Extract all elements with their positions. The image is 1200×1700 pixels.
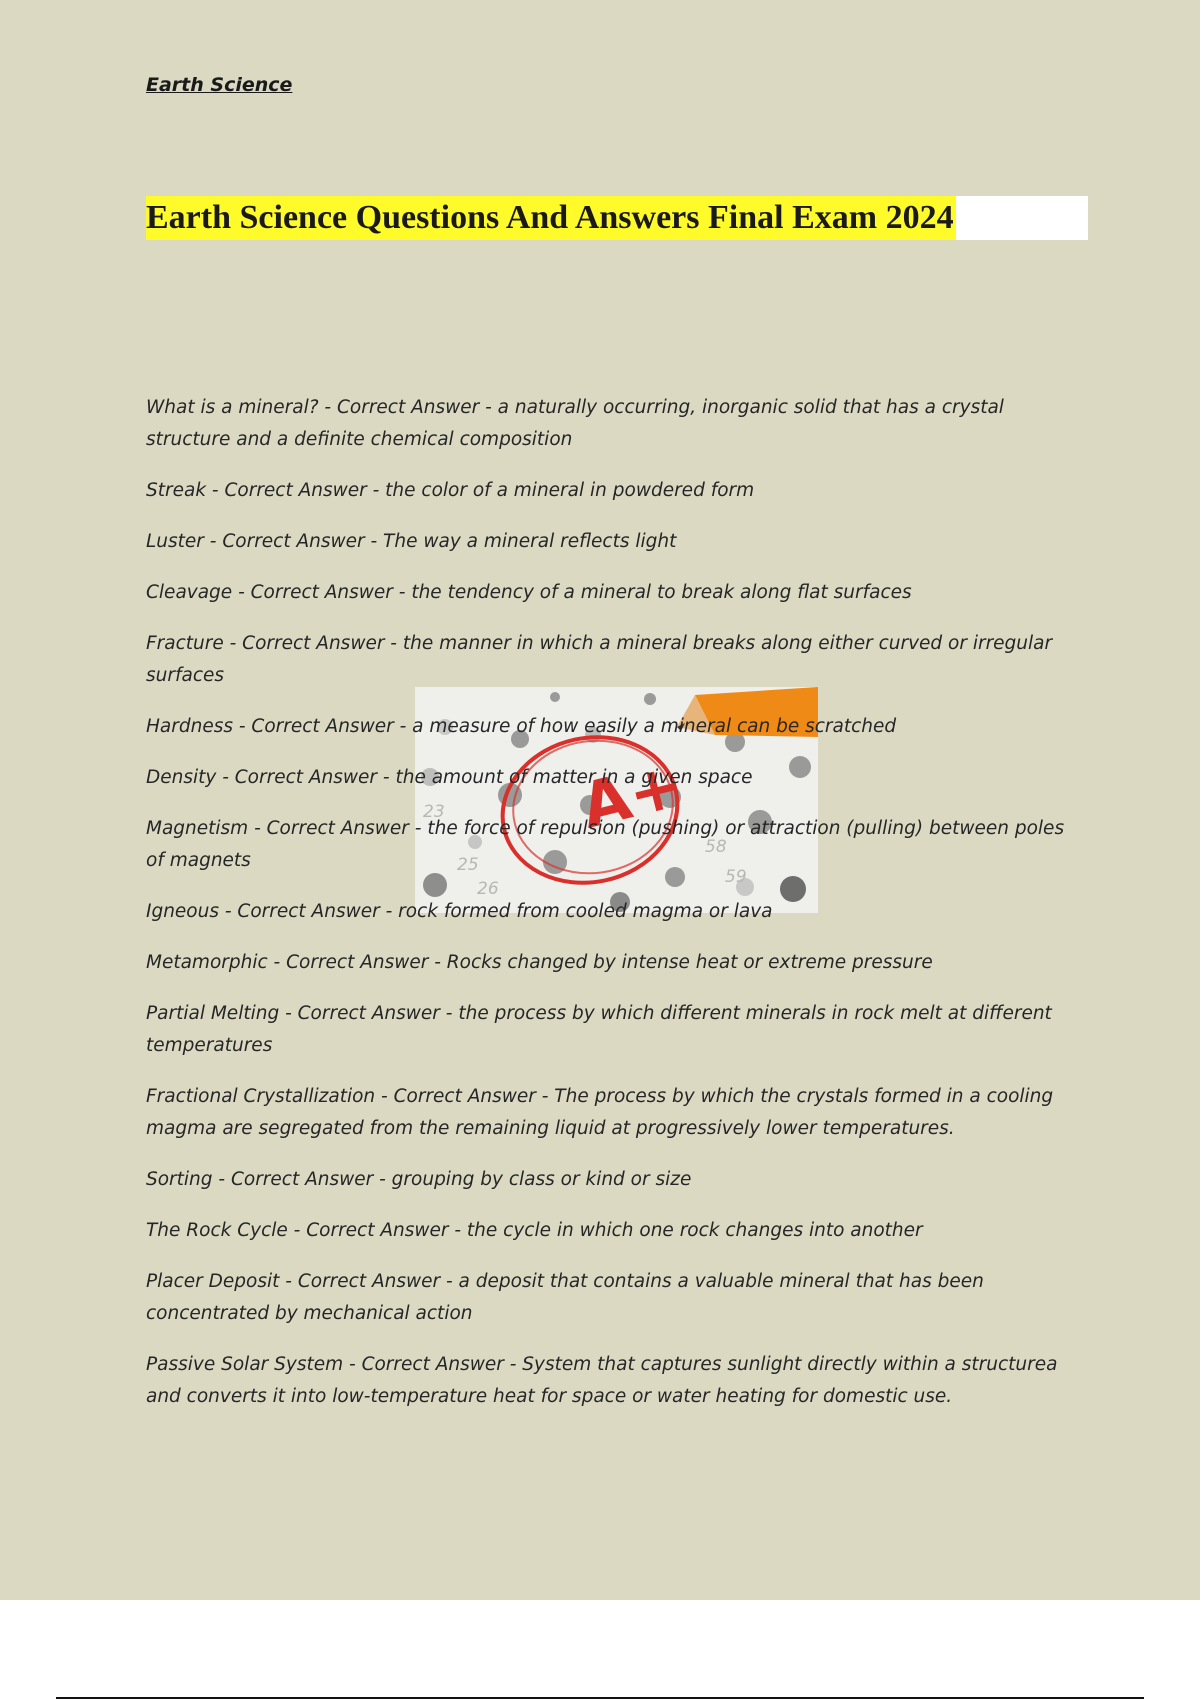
qa-item: What is a mineral? - Correct Answer - a naturally occurring, inorganic solid that has a crystal structure and a definite chemical composition bbox=[146, 397, 1004, 450]
qa-item: Luster - Correct Answer - The way a mineral reflects light bbox=[146, 531, 677, 552]
qa-item: Igneous - Correct Answer - rock formed from cooled magma or lava bbox=[146, 901, 773, 922]
footer-divider bbox=[56, 1697, 1144, 1699]
grade-mark: A+ bbox=[574, 747, 689, 843]
qa-item: Passive Solar System - Correct Answer - System that captures sunlight directly within a structurea and converts it into low-temperature heat for space or water heating for domestic use. bbox=[146, 1354, 1058, 1407]
qa-item: Sorting - Correct Answer - grouping by class or kind or size bbox=[146, 1169, 692, 1190]
bubble-number: 58 bbox=[705, 837, 727, 857]
document-title: Earth Science Questions And Answers Final Exam 2024 bbox=[146, 196, 956, 240]
qa-item: Hardness - Correct Answer - a measure of how easily a mineral can be scratched bbox=[146, 716, 897, 737]
qa-item: Density - Correct Answer - the amount of matter in a given space bbox=[146, 767, 753, 788]
qa-item: Streak - Correct Answer - the color of a mineral in powdered form bbox=[146, 480, 755, 501]
qa-item: Fractional Crystallization - Correct Answer - The process by which the crystals formed in a cooling magma are segregated from the remaining liquid at progressively lower temperatures. bbox=[146, 1086, 1054, 1139]
bubble-number: 23 bbox=[423, 802, 445, 822]
qa-list bbox=[146, 392, 1086, 1432]
qa-item: Fracture - Correct Answer - the manner in which a mineral breaks along either curved or irregular surfaces bbox=[146, 633, 1053, 686]
bubble-number: 25 bbox=[457, 855, 479, 875]
qa-item: Cleavage - Correct Answer - the tendency of a mineral to break along flat surfaces bbox=[146, 582, 912, 603]
qa-item: The Rock Cycle - Correct Answer - the cycle in which one rock changes into another bbox=[146, 1220, 923, 1241]
qa-item: Metamorphic - Correct Answer - Rocks changed by intense heat or extreme pressure bbox=[146, 952, 933, 973]
qa-item: Placer Deposit - Correct Answer - a deposit that contains a valuable mineral that has been concentrated by mechanical action bbox=[146, 1271, 984, 1324]
bubble-number: 26 bbox=[477, 879, 499, 899]
title-bar bbox=[146, 196, 1088, 240]
qa-item: Magnetism - Correct Answer - the force of repulsion (pushing) or attraction (pulling) between poles of magnets bbox=[146, 818, 1065, 871]
bubble-number: 59 bbox=[725, 867, 747, 887]
qa-item: Partial Melting - Correct Answer - the process by which different minerals in rock melt at different temperatures bbox=[146, 1003, 1052, 1056]
header-label: Earth Science bbox=[146, 74, 293, 96]
